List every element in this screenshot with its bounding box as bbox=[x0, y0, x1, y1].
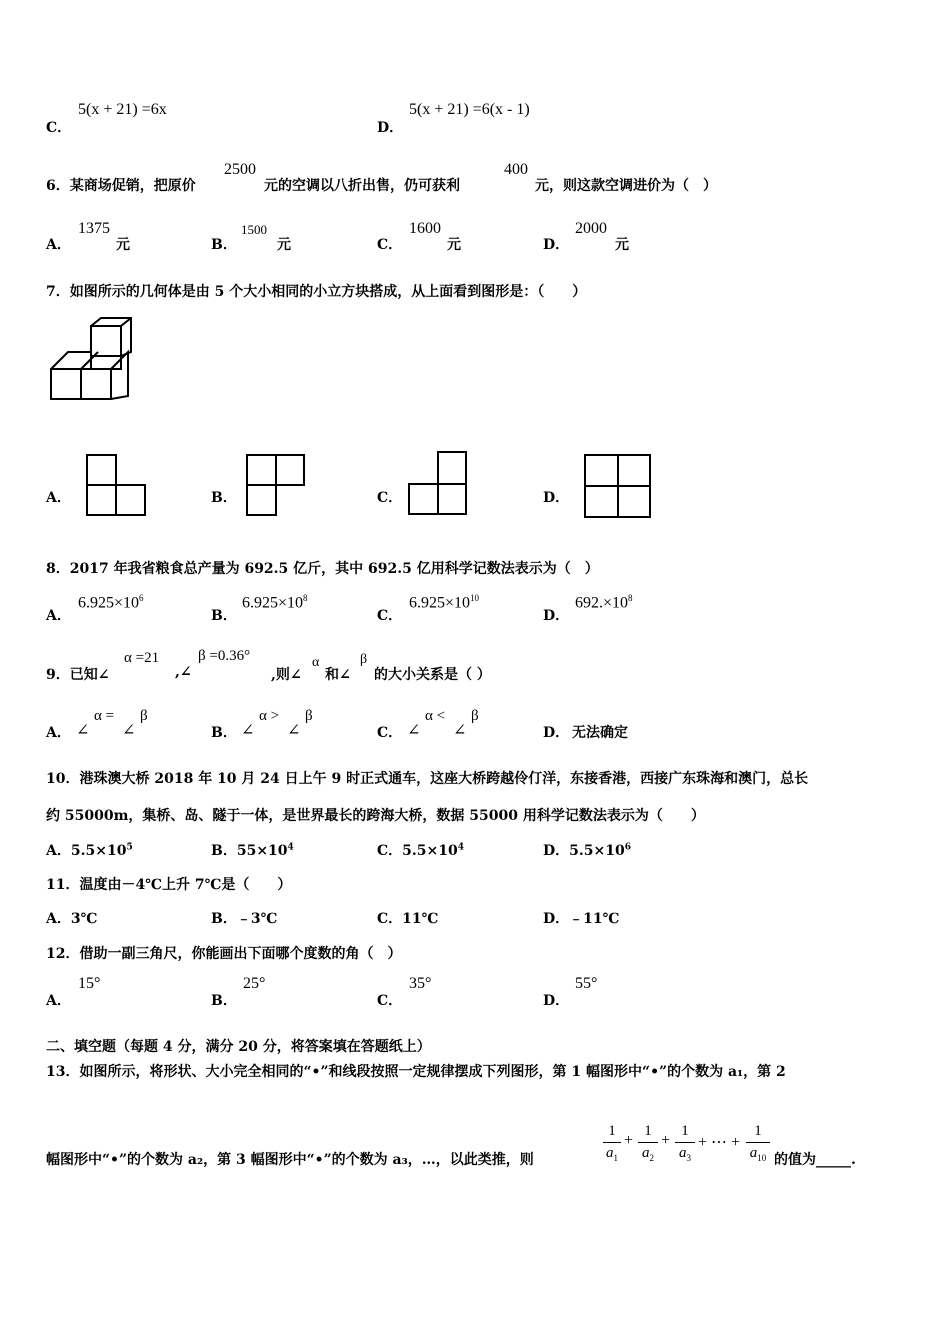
q6-text-part2: 元的空调以八折出售，仍可获利 bbox=[264, 178, 460, 194]
q12-option-c-value: 35° bbox=[409, 975, 432, 992]
q9-option-b-label: B． bbox=[211, 725, 237, 741]
q9-option-c-angle1: ∠ bbox=[407, 722, 421, 739]
q11-option-a: A．3℃ bbox=[46, 911, 98, 927]
q10-option-a: A．$5.5\times 10^5$ bbox=[46, 842, 133, 859]
q12-option-d-value: 55° bbox=[575, 975, 598, 992]
q6-option-c-label: C． bbox=[377, 237, 403, 253]
q13-fraction-2: 1 $a_2$ bbox=[638, 1123, 658, 1163]
q9-text-part3: ,则∠ bbox=[271, 667, 302, 683]
q8-option-a-value: $6.925\times 10^6$ bbox=[78, 593, 144, 612]
q11-option-b: B．﹣3℃ bbox=[211, 911, 278, 927]
q9-option-c-angle2: ∠ bbox=[453, 722, 467, 739]
q5-option-d-expr: 5(x + 21) =6(x - 1) bbox=[409, 101, 530, 118]
q6-option-c-unit: 元 bbox=[447, 237, 461, 253]
q10-text-line2: 约 55000m，集桥、岛、隧于一体，是世界最长的跨海大桥，数据 55000 用科学记数法表示为（ ） bbox=[46, 808, 705, 824]
q9-beta: β bbox=[360, 652, 368, 667]
q6-option-b-label: B． bbox=[211, 237, 237, 253]
q9-alpha-value: α =21 bbox=[124, 650, 160, 666]
q9-beta-value: β =0.36° bbox=[198, 648, 251, 664]
q12-option-b-label: B． bbox=[211, 993, 237, 1009]
q13-plus-dots: + ⋯ + bbox=[698, 1134, 741, 1151]
q12-option-a-value: 15° bbox=[78, 975, 101, 992]
q13-text-line2-end: 的值为_____. bbox=[774, 1152, 856, 1168]
q12-text: 12．借助一副三角尺，你能画出下面哪个度数的角（ ） bbox=[46, 946, 402, 962]
q6-option-d-value: 2000 bbox=[575, 220, 607, 237]
q7-option-b-figure bbox=[245, 453, 307, 517]
q5-option-c-label: C． bbox=[46, 120, 72, 136]
section-2-title: 二、填空题（每题 4 分，满分 20 分，将答案填在答题纸上） bbox=[46, 1039, 431, 1055]
q7-option-a-figure bbox=[85, 453, 147, 517]
q7-option-b-label: B． bbox=[211, 490, 237, 506]
q7-option-c-label: C． bbox=[377, 490, 403, 506]
q6-option-b-value: 1500 bbox=[241, 222, 267, 237]
q13-fraction-3: 1 $a_3$ bbox=[675, 1123, 695, 1163]
q6-option-a-label: A． bbox=[46, 237, 71, 253]
q9-option-b-angle1: ∠ bbox=[241, 722, 255, 739]
q13-text-line1: 13．如图所示，将形状、大小完全相同的“•”和线段按照一定规律摆成下列图形，第 1 幅图形中“•”的个数为 a₁，第 2 bbox=[46, 1064, 786, 1080]
q9-alpha: α bbox=[312, 655, 320, 670]
q10-option-d: D．$5.5\times 10^6$ bbox=[543, 842, 631, 859]
q9-option-d-text: 无法确定 bbox=[572, 725, 628, 741]
q7-option-d-label: D． bbox=[543, 490, 570, 506]
q9-option-d-label: D． bbox=[543, 725, 570, 741]
q9-option-c-beta: β bbox=[471, 708, 479, 724]
q6-option-b-unit: 元 bbox=[277, 237, 291, 253]
q8-option-c-label: C． bbox=[377, 608, 403, 624]
q12-option-b-value: 25° bbox=[243, 975, 266, 992]
q9-text-part2: ,∠ bbox=[175, 664, 192, 680]
q8-option-c-value: $6.925\times 10^{10}$ bbox=[409, 593, 480, 612]
q6-profit-value: 400 bbox=[504, 161, 528, 178]
q8-text: 8．2017 年我省粮食总产量为 692.5 亿斤，其中 692.5 亿用科学记数法表示为（ ） bbox=[46, 561, 599, 577]
q9-text-part4: 和∠ bbox=[325, 667, 351, 683]
q10-text-line1: 10．港珠澳大桥 2018 年 10 月 24 日上午 9 时正式通车，这座大桥跨越伶仃洋，东接香港，西接广东珠海和澳门，总长 bbox=[46, 771, 809, 787]
q13-plus-2: + bbox=[661, 1132, 671, 1149]
q9-option-b-relation: α > bbox=[259, 708, 280, 724]
q5-option-d-label: D． bbox=[377, 120, 404, 136]
q6-option-a-unit: 元 bbox=[116, 237, 130, 253]
q9-text-part5: 的大小关系是（ ） bbox=[374, 667, 491, 683]
q9-option-a-relation: α = bbox=[94, 708, 115, 724]
q12-option-a-label: A． bbox=[46, 993, 71, 1009]
q6-option-a-value: 1375 bbox=[78, 220, 110, 237]
q9-option-a-beta: β bbox=[140, 708, 148, 724]
q9-option-c-relation: α < bbox=[425, 708, 446, 724]
q9-text-part1: 9．已知∠ bbox=[46, 667, 110, 683]
q11-option-c: C．11℃ bbox=[377, 911, 439, 927]
q10-option-b: B．$55\times 10^4$ bbox=[211, 842, 294, 859]
q6-text-part3: 元，则这款空调进价为（ ） bbox=[535, 178, 717, 194]
q11-option-d: D．﹣11℃ bbox=[543, 911, 620, 927]
q7-option-d-figure bbox=[583, 453, 653, 519]
q9-option-c-label: C． bbox=[377, 725, 403, 741]
q13-fraction-10: 1 $a_{10}$ bbox=[746, 1123, 770, 1163]
q11-text: 11．温度由－4℃上升 7℃是（ ） bbox=[46, 877, 292, 893]
q8-option-a-label: A． bbox=[46, 608, 71, 624]
q9-option-b-angle2: ∠ bbox=[287, 722, 301, 739]
q12-option-c-label: C． bbox=[377, 993, 403, 1009]
q8-option-d-value: $692.\times 10^8$ bbox=[575, 593, 633, 612]
q6-text-part1: 6．某商场促销，把原价 bbox=[46, 178, 196, 194]
q7-solid-figure bbox=[46, 314, 136, 404]
q6-option-c-value: 1600 bbox=[409, 220, 441, 237]
q5-option-c-expr: 5(x + 21) =6x bbox=[78, 101, 167, 118]
q12-option-d-label: D． bbox=[543, 993, 570, 1009]
q7-option-a-label: A． bbox=[46, 490, 71, 506]
q9-option-b-beta: β bbox=[305, 708, 313, 724]
q7-option-c-figure bbox=[407, 450, 469, 516]
q8-option-d-label: D． bbox=[543, 608, 570, 624]
q6-option-d-label: D． bbox=[543, 237, 570, 253]
q7-text: 7．如图所示的几何体是由 5 个大小相同的小立方块搭成，从上面看到图形是：（ ） bbox=[46, 284, 587, 300]
q13-plus-1: + bbox=[624, 1132, 634, 1149]
q6-price-value: 2500 bbox=[224, 161, 256, 178]
q8-option-b-label: B． bbox=[211, 608, 237, 624]
q9-option-a-angle1: ∠ bbox=[76, 722, 90, 739]
q9-option-a-label: A． bbox=[46, 725, 71, 741]
q13-fraction-1: 1 $a_1$ bbox=[603, 1123, 621, 1163]
q10-option-c: C．$5.5\times 10^4$ bbox=[377, 842, 464, 859]
q6-option-d-unit: 元 bbox=[615, 237, 629, 253]
q9-option-a-angle2: ∠ bbox=[122, 722, 136, 739]
q8-option-b-value: $6.925\times 10^8$ bbox=[242, 593, 308, 612]
q13-text-line2: 幅图形中“•”的个数为 a₂，第 3 幅图形中“•”的个数为 a₃，…，以此类推，则 bbox=[46, 1152, 534, 1168]
